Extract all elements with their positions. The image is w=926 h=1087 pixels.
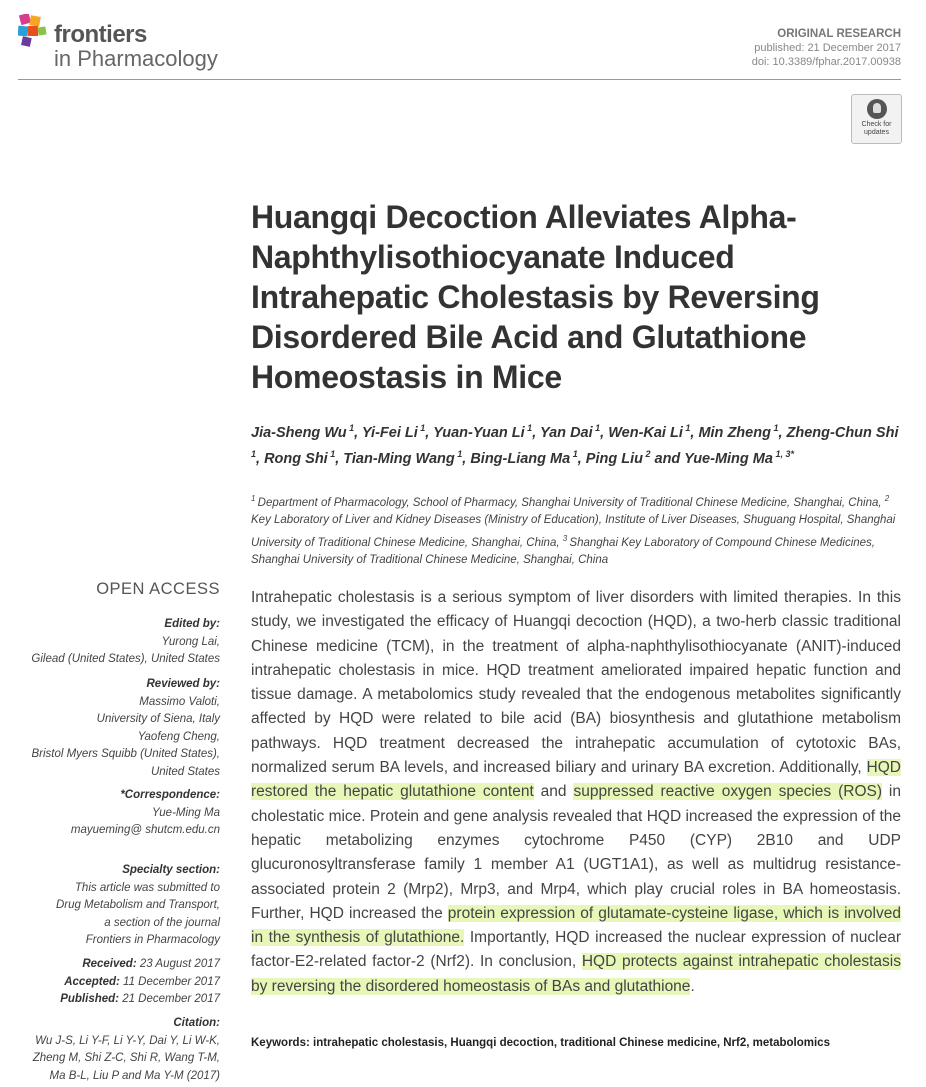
affiliation-text: Key Laboratory of Liver and Kidney Diseases (Ministry of Education), Institute of Liver Diseases, Shuguang Hospital, Shanghai University of Traditional Chinese Medicine, Shanghai, China, — [251, 514, 896, 549]
author-affiliation-marker: 2 — [642, 448, 651, 459]
citation-text: Wu J-S, Li Y-F, Li Y-Y, Dai Y, Li W-K, — [35, 1034, 220, 1047]
author-name[interactable]: Yue-Ming Ma — [684, 450, 773, 467]
correspondence-email-link[interactable]: mayueming@ shutcm.edu.cn — [70, 824, 220, 836]
specialty-text: a section of the journal — [104, 916, 220, 929]
specialty-text: Frontiers in Pharmacology — [85, 934, 220, 946]
reviewers-block — [18, 676, 220, 781]
author-affiliation-marker: 1, 3* — [772, 448, 794, 459]
author-name[interactable]: Rong Shi — [264, 450, 328, 467]
affiliation-marker: 2 — [884, 494, 890, 503]
citation-label: Citation: — [173, 1017, 220, 1029]
affiliation-marker: 3 — [562, 533, 570, 543]
edited-by-label: Edited by: — [164, 618, 220, 630]
author-name[interactable]: Yuan-Yuan Li — [433, 424, 525, 441]
author-name[interactable]: Min Zheng — [698, 424, 771, 441]
accepted-date: 11 December 2017 — [123, 975, 220, 988]
author-name[interactable]: Jia-Sheng Wu — [251, 424, 347, 441]
reviewer-name: Yaofeng Cheng, — [137, 730, 220, 743]
abstract-text: Intrahepatic cholestasis is a serious symptom of liver disorders with limited therapies. In this study, we investigated the efficacy of Huangqi decoction (HQD), a two-herb classic traditional Chinese medicine (TCM), in the treatment of alpha-naphthylisothiocyanate (ANIT)-induced intrahepatic cholestasis in mice. HQD treatment ameliorated impaired hepatic function and tissue damage. A metabolomics study revealed that the endogenous metabolites significantly affected by HQD were related to bile acid (BA) biosynthesis and glutathione metabolism pathways. HQD treatment decreased the intrahepatic accumulation of cytotoxic BAs, normalized serum BA levels, and increased biliary and urinary BA excretion. Additionally, — [251, 589, 901, 777]
author-affiliation-marker: 1 — [592, 423, 601, 433]
affiliation-text: Department of Pharmacology, School of Pharmacy, Shanghai University of Traditional Chinese Medicine, Shanghai, China, — [257, 496, 882, 509]
open-access-label: OPEN ACCESS — [96, 580, 220, 598]
reviewer-name: Massimo Valoti, — [139, 695, 220, 708]
check-for-updates-button[interactable] — [851, 94, 902, 144]
accepted-label: Accepted: — [64, 975, 120, 988]
specialty-label: Specialty section: — [122, 864, 220, 876]
correspondence-name: Yue-Ming Ma — [152, 806, 220, 819]
article-meta — [752, 27, 901, 69]
article-title: Huangqi Decoction Alleviates Alpha-Naphthylisothiocyanate Induced Intrahepatic Cholestasis by Reversing Disordered Bile Acid and Glutathione Homeostasis in Mice — [251, 199, 820, 395]
author-list: Jia-Sheng Wu $^1$, Yi-Fei Li $^1$, Yuan-Yuan Li $^1$, Yan Dai $^1$, Wen-Kai Li $^1$, Min Zheng $^1$, Zheng-Chun Shi $^1$, Rong Shi $^1$, Tian-Ming Wang $^1$, Bing-Liang Ma $^1$, Ping Liu $^2$ and Yue-Ming Ma $^{1, 3*}$ — [251, 423, 899, 467]
highlighted-text: suppressed reactive oxygen species (ROS) — [573, 783, 882, 801]
published-date-sidebar: 21 December 2017 — [122, 993, 220, 1005]
reviewed-by-label: Reviewed by: — [146, 678, 220, 690]
received-date: 23 August 2017 — [139, 958, 220, 970]
editor-block — [18, 616, 220, 669]
specialty-text: This article was submitted to — [74, 881, 220, 894]
abstract — [251, 586, 901, 999]
abstract-text: . — [690, 977, 695, 995]
author-name[interactable]: Bing-Liang Ma — [470, 450, 571, 467]
highlighted-text: HQD protects against intrahepatic cholestasis by reversing the disordered homeostasis of BAs and glutathione — [251, 953, 901, 995]
check-updates-label: Check for — [861, 121, 892, 128]
affiliations — [251, 490, 901, 570]
author-affiliation-marker: 1 — [417, 423, 426, 433]
reviewer-affiliation: Bristol Myers Squibb (United States), — [31, 748, 220, 760]
published-label: Published: — [60, 993, 119, 1005]
author-name[interactable]: Yan Dai — [539, 424, 593, 441]
affiliation-text: Shanghai Key Laboratory of Compound Chinese Medicines, Shanghai University of Traditional Chinese Medicine, Shanghai, China — [251, 536, 875, 567]
author-affiliation-marker: 1 — [570, 448, 578, 459]
author-name[interactable]: Wen-Kai Li — [608, 424, 683, 441]
journal-logo-line2: in Pharmacology — [54, 46, 218, 71]
keywords-text: intrahepatic cholestasis, Huangqi decoction, traditional Chinese medicine, Nrf2, metabolomics — [313, 1037, 830, 1049]
citation-block — [18, 1015, 220, 1085]
article-type: ORIGINAL RESEARCH — [777, 28, 901, 40]
author-affiliation-marker: 1 — [682, 423, 691, 433]
editor-name: Yurong Lai, — [161, 635, 220, 648]
correspondence-label: *Correspondence: — [120, 789, 220, 801]
published-date: published: 21 December 2017 — [754, 42, 901, 54]
abstract-text: in cholestatic mice. Protein and gene analysis revealed that HQD increased the expression of the hepatic metabolizing enzymes cytochrome P450 (CYP) 2B10 and UDP glucuronosyltransferase family 1 member A1 (UGT1A1), as well as multidrug resistance-associated protein 2 (Mrp2), Mrp3, and Mrp4, which play crucial roles in BA homeostasis. Further, HQD increased the — [251, 783, 901, 922]
affiliation-marker: 1 — [251, 494, 258, 503]
author-name[interactable]: Zheng-Chun Shi — [786, 424, 899, 441]
reviewer-affiliation: University of Siena, Italy — [96, 713, 220, 725]
journal-logo-line1: frontiers — [54, 21, 147, 48]
highlighted-text: protein expression of glutamate-cysteine ligase, which is involved in the synthesis of glutathione. — [251, 904, 901, 947]
citation-text: Ma B-L, Liu P and Ma Y-M (2017) — [49, 1069, 220, 1082]
author-name[interactable]: Ping Liu — [585, 450, 643, 467]
specialty-text: Drug Metabolism and Transport, — [55, 899, 220, 911]
abstract-text: Importantly, HQD increased the nuclear expression of nuclear factor-E2-related factor-2 (Nrf2). In conclusion, — [251, 929, 901, 971]
received-label: Received: — [82, 958, 137, 970]
specialty-block — [18, 862, 220, 950]
abstract-text: and — [533, 783, 574, 801]
frontiers-logo-icon — [18, 14, 50, 48]
reviewer-affiliation: United States — [150, 765, 220, 778]
author-affiliation-marker: 1 — [251, 448, 257, 459]
dates-block — [18, 956, 220, 1009]
citation-text: Zheng M, Shi Z-C, Shi R, Wang T-M, — [32, 1052, 220, 1064]
keywords — [251, 1037, 901, 1049]
highlighted-text: HQD restored the hepatic glutathione content — [251, 759, 901, 801]
doi-link[interactable]: doi: 10.3389/fphar.2017.00938 — [751, 56, 901, 68]
author-affiliation-marker: 1 — [770, 423, 779, 433]
correspondence-block — [18, 787, 220, 840]
author-name[interactable]: Tian-Ming Wang — [343, 450, 455, 467]
author-affiliation-marker: 1 — [454, 448, 463, 459]
editor-affiliation: Gilead (United States), United States — [31, 653, 220, 665]
check-updates-icon — [867, 99, 887, 119]
header-divider — [18, 79, 901, 80]
keywords-label: Keywords: — [251, 1037, 310, 1049]
author-name[interactable]: Yi-Fei Li — [361, 424, 418, 441]
check-updates-label-2: updates — [864, 129, 889, 136]
author-affiliation-marker: 1 — [524, 423, 533, 433]
author-affiliation-marker: 1 — [327, 448, 336, 459]
author-affiliation-marker: 1 — [346, 423, 355, 433]
